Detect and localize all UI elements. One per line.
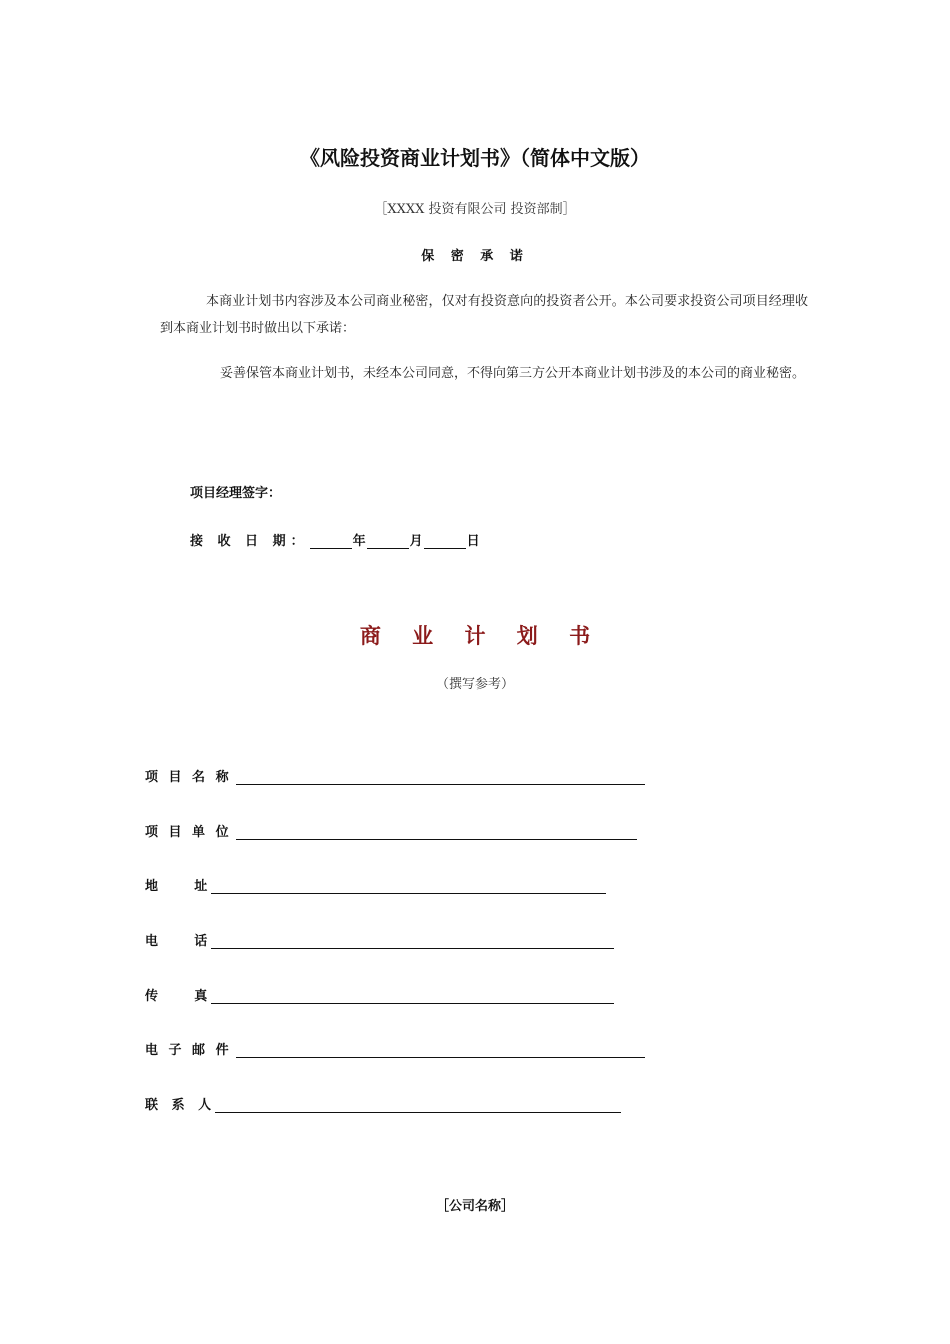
- day-label: 日: [466, 534, 480, 549]
- field-label: 电 话: [145, 934, 208, 949]
- field-label: 项 目 名 称: [145, 770, 232, 785]
- field-line-address[interactable]: [211, 879, 606, 894]
- field-label: 联 系 人: [145, 1098, 212, 1113]
- day-blank[interactable]: [424, 534, 466, 549]
- year-label: 年: [352, 534, 366, 549]
- field-contact: [145, 1093, 621, 1113]
- field-label: 传 真: [145, 989, 208, 1004]
- company-name: ［公司名称］: [435, 1199, 514, 1214]
- document-subtitle: ［XXXX 投资有限公司 投资部制］: [374, 202, 576, 217]
- month-label: 月: [409, 534, 423, 549]
- field-fax: [145, 984, 614, 1004]
- field-email: [145, 1038, 645, 1058]
- confidentiality-heading: 保 密 承 诺: [421, 249, 529, 264]
- signature-label: 项目经理签字：: [190, 486, 282, 501]
- field-line-phone[interactable]: [211, 934, 614, 949]
- field-line-contact[interactable]: [215, 1098, 621, 1113]
- field-line-project-unit[interactable]: [236, 825, 637, 840]
- field-label: 地 址: [145, 879, 208, 894]
- field-line-fax[interactable]: [211, 989, 614, 1004]
- field-label: 电 子 邮 件: [145, 1043, 232, 1058]
- month-blank[interactable]: [367, 534, 409, 549]
- confidentiality-commitment: 妥善保管本商业计划书，未经本公司同意，不得向第三方公开本商业计划书涉及的本公司的商业秘密。: [220, 366, 806, 381]
- field-address: [145, 874, 606, 894]
- business-plan-title: 商 业 计 划 书: [359, 624, 603, 648]
- field-project-name: [145, 765, 645, 785]
- confidentiality-paragraph: 本商业计划书内容涉及本公司商业秘密，仅对有投资意向的投资者公开。本公司要求投资公司项目经理收到本商业计划书时做出以下承诺：: [160, 294, 808, 336]
- field-project-unit: [145, 820, 637, 840]
- field-line-email[interactable]: [236, 1043, 645, 1058]
- business-plan-subtitle: （撰写参考）: [435, 677, 514, 692]
- field-label: 项 目 单 位: [145, 825, 232, 840]
- receive-date-row: [190, 530, 480, 549]
- document-title: 《风险投资商业计划书》（简体中文版）: [300, 146, 650, 170]
- receive-date-label: 接 收 日 期：: [190, 534, 309, 549]
- field-phone: [145, 929, 614, 949]
- year-blank[interactable]: [310, 534, 352, 549]
- field-line-project-name[interactable]: [236, 770, 645, 785]
